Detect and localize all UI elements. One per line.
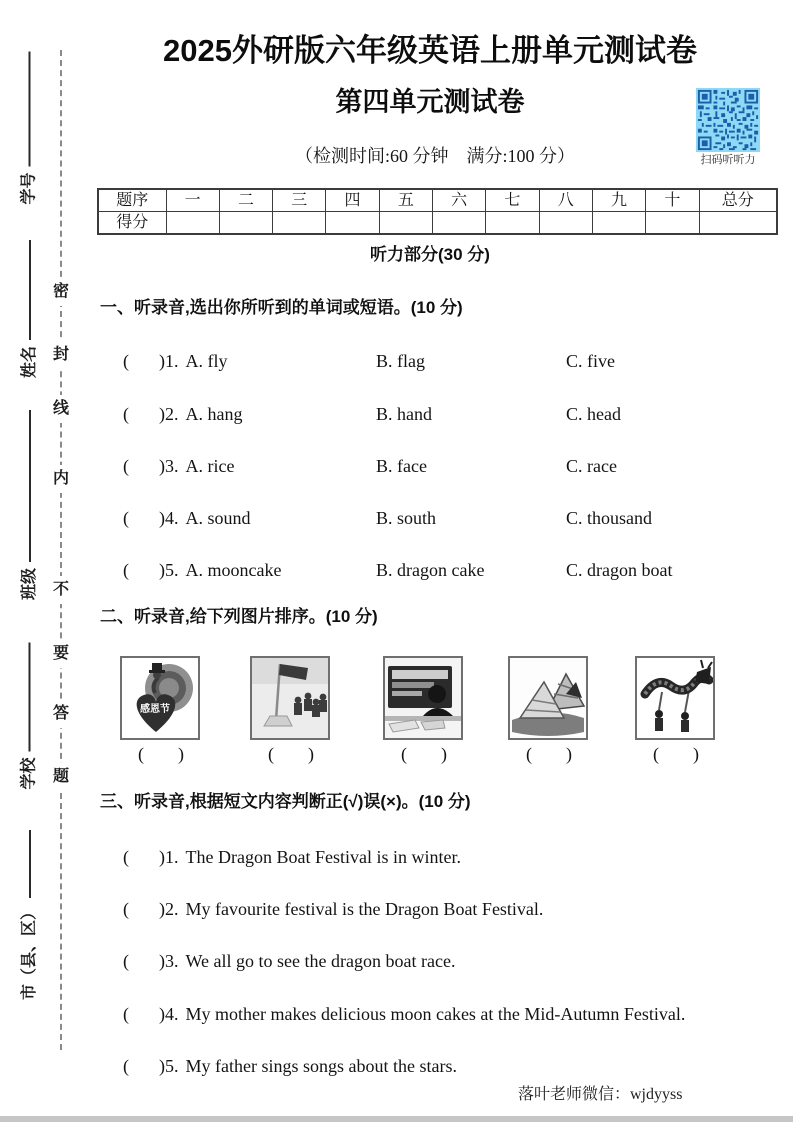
answer-blank: ( ): [123, 1004, 165, 1024]
col-header: 三: [273, 189, 326, 212]
picture-watching-tv: [383, 656, 465, 765]
col-header: 五: [379, 189, 432, 212]
school-label: 学校: [20, 757, 38, 790]
answer-blank: ( ): [526, 744, 572, 764]
answer-blank: ( ): [138, 744, 184, 764]
score-cell: [379, 212, 432, 235]
mc-item-option-c: C. dragon boat: [566, 560, 673, 580]
mc-item-option-a: ( )1. A. fly: [123, 351, 228, 371]
col-header: 四: [326, 189, 379, 212]
question-number: 2.: [165, 404, 179, 424]
seal-text-char: 线: [50, 395, 72, 423]
answer-blank: ( ): [401, 744, 447, 764]
seal-text-char: 答: [50, 700, 72, 728]
seal-dashed-line: [60, 50, 62, 1050]
question-number: 3.: [165, 951, 179, 971]
mc-item-option-c: C. thousand: [566, 508, 653, 528]
score-cell: [699, 212, 777, 235]
student-id-blank: [29, 52, 31, 167]
mc-item-1: [123, 351, 778, 373]
col-header: 总分: [699, 189, 777, 212]
exam-info: （检测时间:60 分钟 满分:100 分）: [294, 146, 575, 166]
zongzi-image: [508, 656, 588, 740]
tf-item-5: [123, 1055, 457, 1078]
section-1-choose-word: [100, 297, 778, 602]
statement-text: My mother makes delicious moon cakes at the Mid-Autumn Festival.: [185, 1004, 686, 1024]
thanksgiving-text: 感恩节: [140, 704, 170, 715]
city-label: 市（县、区）: [21, 903, 38, 1000]
col-header: 十: [646, 189, 699, 212]
picture-thanksgiving: [120, 656, 202, 765]
answer-blank: ( ): [123, 351, 165, 371]
question-number: 4.: [165, 508, 179, 528]
flag-raising-image: [250, 656, 330, 740]
watching-tv-image: [383, 656, 463, 740]
picture-flag-raising: [250, 656, 332, 765]
score-cell: [432, 212, 485, 235]
answer-blank: ( ): [123, 508, 165, 528]
mc-item-option-a: ( )4. A. sound: [123, 508, 251, 528]
score-cell: [326, 212, 379, 235]
mc-item-2: [123, 404, 778, 426]
listening-part-title: 听力部分(30 分): [370, 245, 490, 264]
teacher-contact: 落叶老师微信：wjdyyss: [518, 1086, 683, 1103]
student-id-label: 学号: [20, 172, 38, 205]
unit-subtitle: 第四单元测试卷: [335, 87, 525, 117]
section-2-title: 二、听录音,给下列图片排序。(10 分): [100, 607, 378, 626]
school-blank: [29, 643, 31, 752]
statement-text: We all go to see the dragon boat race.: [185, 951, 456, 971]
score-cell: [273, 212, 326, 235]
score-cell: [592, 212, 645, 235]
answer-blank: ( ): [123, 951, 165, 971]
seal-text-char: 内: [50, 465, 72, 493]
qr-caption: 扫码听听力: [700, 154, 756, 166]
answer-blank: ( ): [123, 404, 165, 424]
question-number: 1.: [165, 847, 179, 867]
statement-text: The Dragon Boat Festival is in winter.: [185, 847, 461, 867]
answer-blank: ( ): [268, 744, 314, 764]
col-header: 七: [486, 189, 539, 212]
mc-item-option-c: C. head: [566, 404, 621, 424]
score-cell: [486, 212, 539, 235]
class-field: [17, 410, 43, 600]
mc-item-option-b: B. flag: [376, 351, 425, 371]
answer-blank: ( ): [123, 847, 165, 867]
statement-text: My favourite festival is the Dragon Boat Festival.: [185, 899, 544, 919]
tf-item-3: [123, 950, 455, 973]
mc-item-4: [123, 508, 778, 530]
name-blank: [29, 240, 31, 340]
dragon-dance-image: [635, 656, 715, 740]
qr-code-icon: [696, 88, 760, 152]
mc-item-option-a: ( )5. A. mooncake: [123, 560, 282, 580]
col-header: 六: [432, 189, 485, 212]
page-title: 2025外研版六年级英语上册单元测试卷: [163, 33, 697, 68]
answer-blank: ( ): [123, 899, 165, 919]
section-2-order-pictures: [100, 606, 778, 788]
class-label: 班级: [21, 567, 38, 600]
school-field: [17, 643, 43, 790]
score-cell: [539, 212, 592, 235]
name-label: 姓名: [21, 345, 38, 378]
seal-text-char: 要: [50, 640, 72, 668]
picture-zongzi: [508, 656, 590, 765]
score-table-score-row: [98, 212, 777, 235]
thanksgiving-poster-image: [120, 656, 200, 740]
seal-text-char: 密: [50, 278, 72, 306]
mc-item-option-a: ( )2. A. hang: [123, 404, 243, 424]
class-blank: [29, 410, 31, 562]
section-3-title: 三、听录音,根据短文内容判断正(√)误(×)。(10 分): [100, 792, 471, 811]
city-field: [17, 830, 43, 1000]
question-number: 5.: [165, 1056, 179, 1076]
answer-blank: ( ): [123, 456, 165, 476]
name-field: [17, 240, 43, 378]
question-number: 5.: [165, 560, 179, 580]
col-header: 二: [219, 189, 272, 212]
answer-blank: ( ): [123, 1056, 165, 1076]
col-header: 八: [539, 189, 592, 212]
score-cell: [219, 212, 272, 235]
score-table-corner: 题序: [98, 189, 166, 212]
question-number: 1.: [165, 351, 179, 371]
mc-item-option-a: ( )3. A. rice: [123, 456, 235, 476]
score-table: [97, 188, 778, 235]
mc-item-option-b: B. south: [376, 508, 437, 528]
student-id-field: [17, 52, 43, 205]
mc-item-3: [123, 456, 778, 478]
score-table-header-row: [98, 189, 777, 212]
mc-item-option-c: C. race: [566, 456, 617, 476]
col-header: 一: [166, 189, 219, 212]
col-header: 九: [592, 189, 645, 212]
section-1-title: 一、听录音,选出你所听到的单词或短语。(10 分): [100, 298, 463, 317]
answer-blank: ( ): [123, 560, 165, 580]
scan-edge-shadow: [0, 1116, 793, 1122]
score-cell: [166, 212, 219, 235]
picture-dragon-dance: [635, 656, 717, 765]
seal-text-char: 题: [50, 763, 72, 791]
question-number: 2.: [165, 899, 179, 919]
mc-item-option-b: B. hand: [376, 404, 432, 424]
seal-text-char: 不: [50, 576, 72, 604]
mc-item-5: [123, 560, 778, 582]
city-blank: [29, 830, 31, 898]
question-number: 4.: [165, 1004, 179, 1024]
mc-item-option-b: B. face: [376, 456, 427, 476]
seal-text-char: 封: [50, 341, 72, 369]
mc-item-option-b: B. dragon cake: [376, 560, 485, 580]
tf-item-1: [123, 846, 461, 869]
listening-qr-block: [694, 88, 762, 167]
answer-blank: ( ): [653, 744, 699, 764]
section-3-true-false: [100, 791, 778, 1091]
tf-item-4: [123, 1003, 685, 1026]
mc-item-option-c: C. five: [566, 351, 615, 371]
question-number: 3.: [165, 456, 179, 476]
tf-item-2: [123, 898, 543, 921]
score-row-label: 得分: [98, 212, 166, 235]
score-cell: [646, 212, 699, 235]
statement-text: My father sings songs about the stars.: [185, 1056, 457, 1076]
